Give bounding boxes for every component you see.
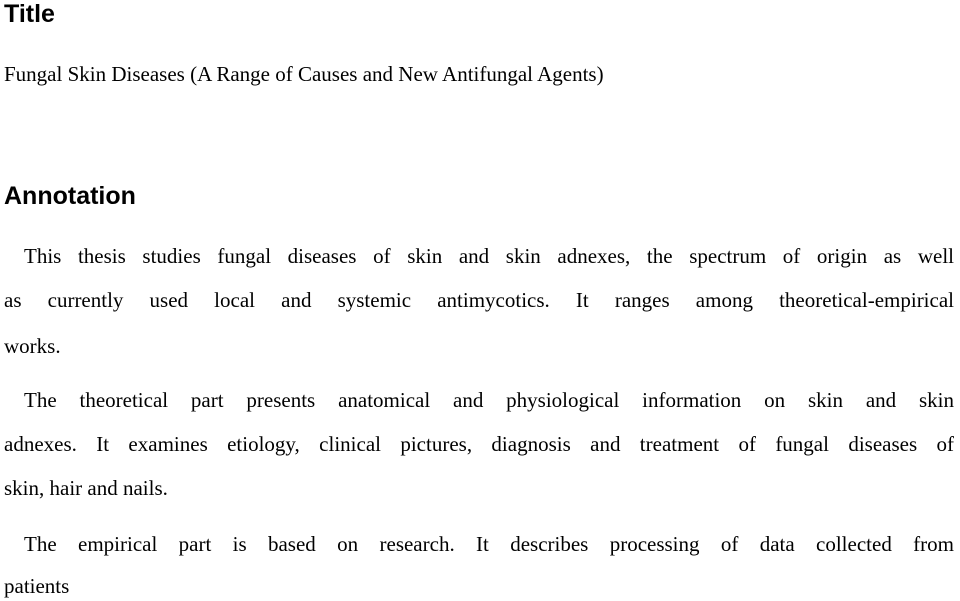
text-line: The empirical part is based on research. It describes processing of data collected from	[24, 532, 954, 556]
text-line: skin, hair and nails.	[4, 476, 168, 500]
annotation-heading: Annotation	[4, 182, 136, 210]
title-heading: Title	[4, 0, 55, 28]
text-line: adnexes. It examines etiology, clinical pictures, diagnosis and treatment of fungal diseases of	[4, 432, 954, 456]
text-line: This thesis studies fungal diseases of skin and skin adnexes, the spectrum of origin as well	[24, 244, 954, 268]
text-line: The theoretical part presents anatomical and physiological information on skin and skin	[24, 388, 954, 412]
text-line: as currently used local and systemic antimycotics. It ranges among theoretical-empirical	[4, 288, 954, 312]
text-line: works.	[4, 334, 61, 358]
thesis-title: Fungal Skin Diseases (A Range of Causes and New Antifungal Agents)	[4, 62, 604, 86]
text-line: patients	[4, 574, 70, 598]
